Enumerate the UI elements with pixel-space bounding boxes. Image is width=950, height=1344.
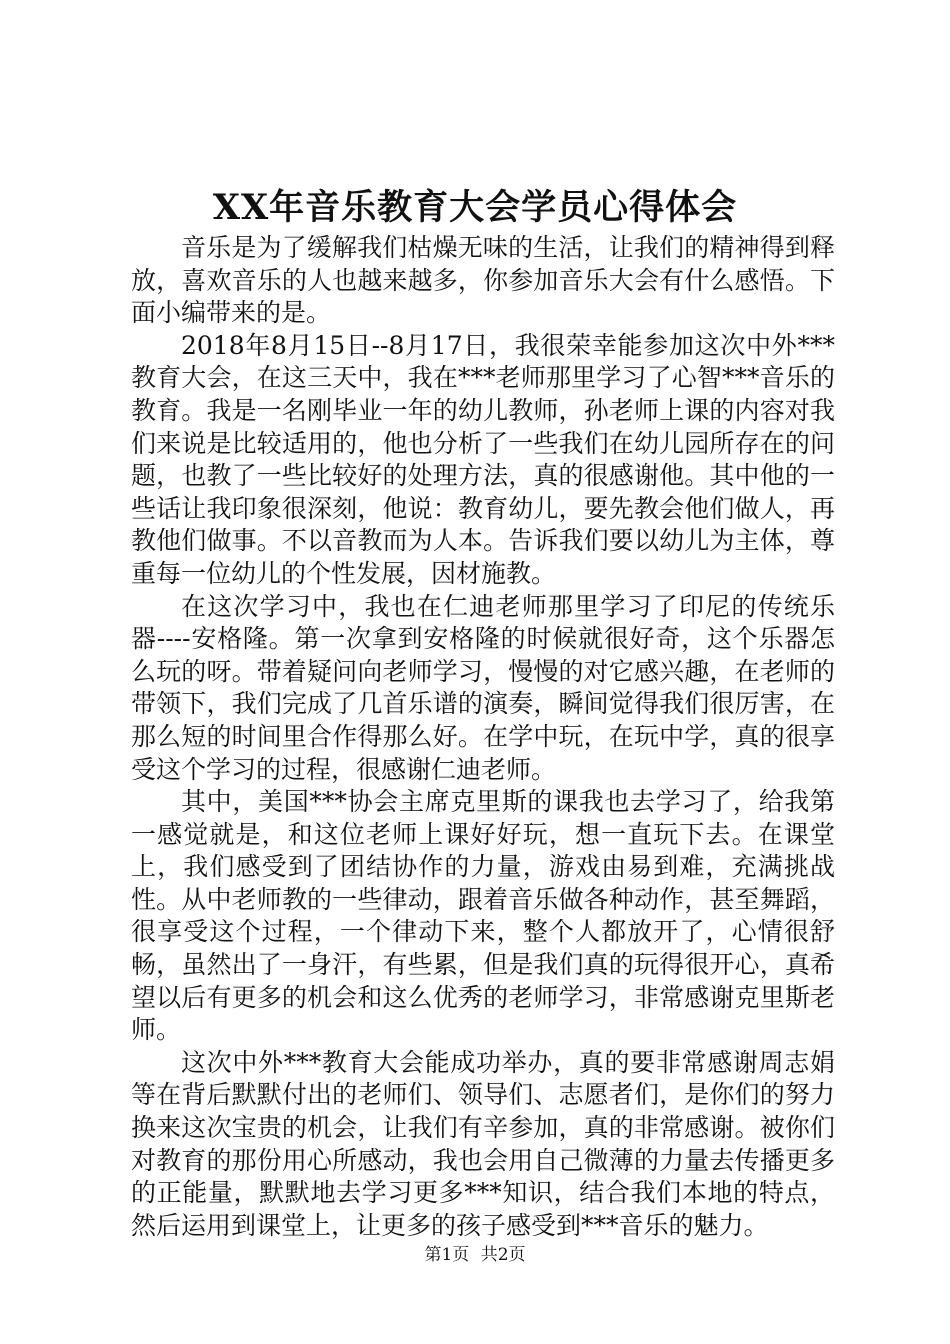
page-footer [0, 1243, 950, 1267]
paragraph-4: 其中，美国***协会主席克里斯的课我也去学习了，给我第一感觉就是，和这位老师上课好好玩，想一直玩下去。在课堂上，我们感受到了团结协作的力量，游戏由易到难，充满挑战性。从中老师教的一些律动，跟着音乐做各种动作，甚至舞蹈，很享受这个过程，一个律动下来，整个人都放开了，心情很舒畅，虽然出了一身汗，有些累，但是我们真的玩得很开心，真希望以后有更多的机会和这么优秀的老师学习，非常感谢克里斯老师。 [131, 787, 835, 1045]
document-title: XX年音乐教育大会学员心得体会 [212, 187, 738, 228]
document-body [131, 232, 835, 1242]
paragraph-3: 在这次学习中，我也在仁迪老师那里学习了印尼的传统乐器----安格隆。第一次拿到安格隆的时候就很好奇，这个乐器怎么玩的呀。带着疑问向老师学习，慢慢的对它感兴趣，在老师的带领下，我们完成了几首乐谱的演奏，瞬间觉得我们很厉害，在那么短的时间里合作得那么好。在学中玩，在玩中学，真的很享受这个学习的过程，很感谢仁迪老师。 [131, 591, 835, 784]
page-number-current: 第1页 [424, 1245, 470, 1265]
paragraph-5: 这次中外***教育大会能成功举办，真的要非常感谢周志娟等在背后默默付出的老师们、领导们、志愿者们，是你们的努力换来这次宝贵的机会，让我们有辛参加，真的非常感谢。被你们对教育的那份用心所感动，我也会用自己微薄的力量去传播更多的正能量，默默地去学习更多***知识，结合我们本地的特点，然后运用到课堂上，让更多的孩子感受到***音乐的魅力。 [131, 1047, 835, 1240]
paragraph-2: 2018年8月15日--8月17日，我很荣幸能参加这次中外***教育大会，在这三天中，我在***老师那里学习了心智***音乐的教育。我是一名刚毕业一年的幼儿教师，孙老师上课的内容对我们来说是比较适用的，他也分析了一些我们在幼儿园所存在的问题，也教了一些比较好的处理方法，真的很感谢他。其中他的一些话让我印象很深刻，他说：教育幼儿，要先教会他们做人，再教他们做事。不以音教而为人本。告诉我们要以幼儿为主体，尊重每一位幼儿的个性发展，因材施教。 [131, 330, 835, 588]
page-number-total: 共2页 [480, 1245, 526, 1265]
paragraph-1: 音乐是为了缓解我们枯燥无味的生活，让我们的精神得到释放，喜欢音乐的人也越来越多，你参加音乐大会有什么感悟。下面小编带来的是。 [131, 233, 835, 328]
